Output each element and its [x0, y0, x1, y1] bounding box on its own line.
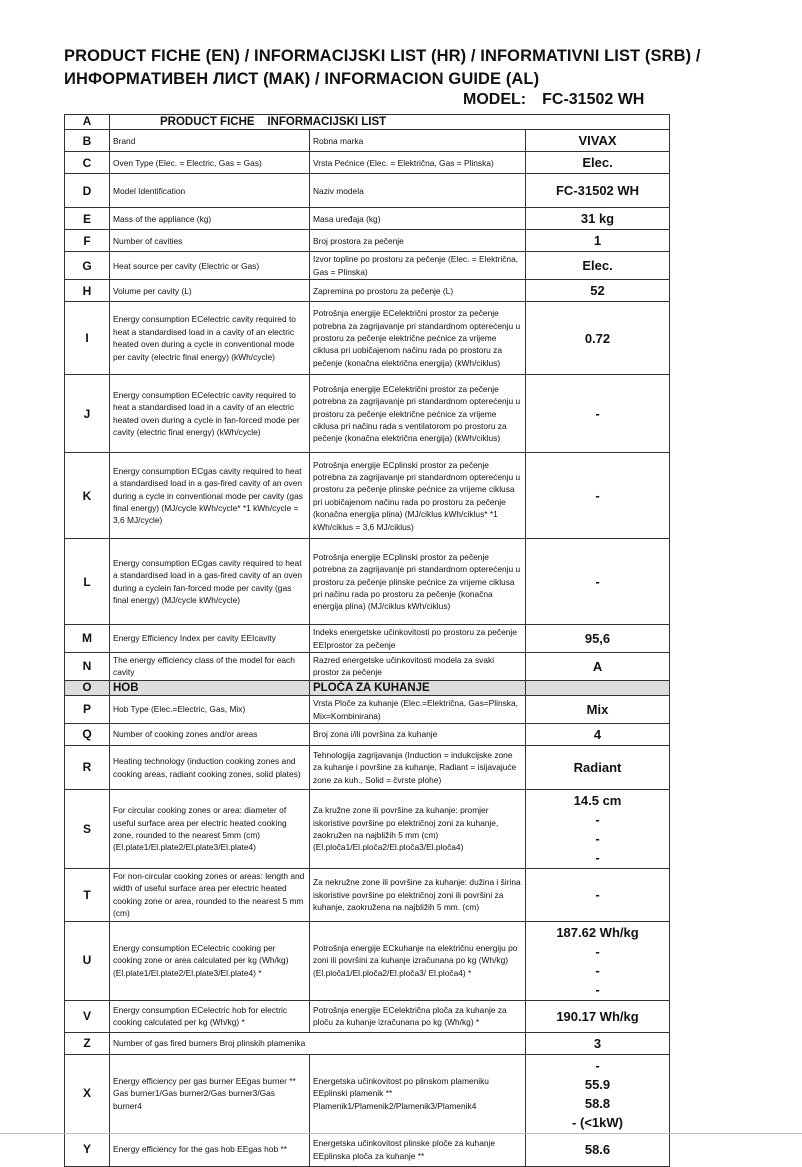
row-letter: P [65, 696, 110, 724]
row-value-line: - [595, 981, 600, 997]
row-label-en: Number of cavities [110, 230, 310, 252]
table-row [65, 252, 670, 280]
row-label-hr: Masa uređaja (kg) [310, 208, 526, 230]
row-label-hr: Potrošnja energije ECkuhanje na električnu energiju po zoni ili površini za kuhanje izračunana po kg (Wh/kg) (El.ploča1/El.ploča2/El.ploča3/ El.ploča4) * [310, 921, 526, 1000]
row-value [526, 696, 670, 724]
row-value-line: 3 [593, 1035, 602, 1051]
row-value-line: 52 [590, 283, 605, 299]
row-value-line: - [595, 887, 600, 903]
table-row [65, 869, 670, 922]
table-row [65, 1032, 670, 1054]
row-value-line: 4 [593, 727, 602, 743]
row-letter: I [65, 302, 110, 375]
table-row [65, 1133, 670, 1166]
row-value-line: 0.72 [584, 330, 611, 346]
row-label-en: Energy consumption ECelectric hob for electric cooking calculated per kg (Wh/kg) * [110, 1000, 310, 1032]
row-label-hr: Vrsta Ploče za kuhanje (Elec.=Električna, Gas=Plinska, Mix=Kombinirana) [310, 696, 526, 724]
row-value-line: 14.5 cm [573, 793, 622, 809]
section-label-en: HOB [110, 680, 310, 695]
row-value-line: - [595, 1057, 600, 1073]
row-value [526, 746, 670, 790]
row-label-hr: Tehnologija zagrijavanja (Induction = indukcijske zone za kuhanje i površine za kuhanje, Radiant = isijavajuće zone za kuh., Solid = čvrste plohe) [310, 746, 526, 790]
table-row [65, 208, 670, 230]
row-label-en: Energy consumption ECgas cavity required to heat a standardised load in a gas-fired cavity of an oven during a cyclein fan-forced mode per cavity (gas final energy) (MJ/cycle kWh/cycle) [110, 539, 310, 625]
table-row [65, 653, 670, 681]
model-label: MODEL: [463, 91, 527, 108]
row-value-line: - [595, 850, 600, 866]
row-value-line: - [595, 574, 600, 590]
table-row [65, 724, 670, 746]
table-row [65, 1054, 670, 1133]
row-letter: S [65, 790, 110, 869]
row-value-line: 1 [593, 233, 602, 249]
row-value-line: - [595, 943, 600, 959]
row-letter: H [65, 280, 110, 302]
product-fiche-table [64, 114, 670, 1167]
row-value [526, 230, 670, 252]
row-value [526, 921, 670, 1000]
row-value [526, 790, 670, 869]
row-label-hr: Energetska učinkovitost plinske ploče za kuhanje EEplinska ploča za kuhanje ** [310, 1133, 526, 1166]
row-value-line: - [595, 962, 600, 978]
row-value-line: 55.9 [584, 1076, 611, 1092]
row-letter: D [65, 174, 110, 208]
row-value [526, 1000, 670, 1032]
table-row [65, 790, 670, 869]
section-empty-cell [526, 680, 670, 695]
row-label-en: Mass of the appliance (kg) [110, 208, 310, 230]
row-value [526, 174, 670, 208]
row-letter: N [65, 653, 110, 681]
row-label-hr: Energetska učinkovitost po plinskom plameniku EEplinski plamenik ** Plamenik1/Plamenik2/Plamenik3/Plamenik4 [310, 1054, 526, 1133]
row-letter: C [65, 152, 110, 174]
header-row [65, 115, 670, 130]
table-row [65, 230, 670, 252]
row-value [526, 1032, 670, 1054]
row-value-line: - [595, 831, 600, 847]
row-label-hr: Potrošnja energije ECelektrični prostor za pečenje potrebna za zagrijavanje pri standardnom opterećenju u prostoru za pečenje električne pećnice za vrijeme ciklusa pri načinu rada s ventilatorom po prostoru za pečenje (konačna električna energija) (kWh/ciklus) [310, 375, 526, 453]
section-letter: O [65, 680, 110, 695]
row-label-en: Heating technology (induction cooking zones and cooking areas, radiant cooking zones, solid plates) [110, 746, 310, 790]
row-value [526, 252, 670, 280]
row-value [526, 453, 670, 539]
row-label-en: Energy consumption ECelectric cooking per cooking zone or area calculated per kg (Wh/kg) (El.plate1/El.plate2/El.plate3/El.plate4) * [110, 921, 310, 1000]
model-value: FC-31502 WH [542, 91, 645, 108]
row-letter: Q [65, 724, 110, 746]
row-value [526, 208, 670, 230]
row-letter: U [65, 921, 110, 1000]
row-value [526, 302, 670, 375]
row-value-line: 58.6 [584, 1142, 611, 1158]
table-row [65, 696, 670, 724]
row-label-en: For circular cooking zones or area: diameter of useful surface area per electric heated cooking zone, rounded to the nearest 5mm (cm) (El.plate1/El.plate2/El.plate3/El.plate4) [110, 790, 310, 869]
table-row [65, 280, 670, 302]
row-letter: R [65, 746, 110, 790]
header-cell [110, 115, 670, 130]
row-label-hr: Broj zona i/ili površina za kuhanje [310, 724, 526, 746]
row-value-line: Mix [586, 702, 609, 718]
title-line-2: ИНФОРМАТИВЕН ЛИСТ (МАК) / INFORMACION GUIDE (AL) [64, 70, 540, 88]
row-label-hr: Vrsta Pećnice (Elec. = Električna, Gas = Plinska) [310, 152, 526, 174]
row-value-line: 187.62 Wh/kg [556, 924, 639, 940]
row-label-en: Energy Efficiency Index per cavity EEIcavity [110, 625, 310, 653]
row-letter: T [65, 869, 110, 922]
row-label-hr: Zapremina po prostoru za pečenje (L) [310, 280, 526, 302]
row-value [526, 724, 670, 746]
row-value-line: FC-31502 WH [555, 183, 640, 199]
table-row [65, 1000, 670, 1032]
row-value-line: 31 kg [580, 211, 615, 227]
table-row [65, 625, 670, 653]
row-label-en: Oven Type (Elec. = Electric, Gas = Gas) [110, 152, 310, 174]
row-value [526, 539, 670, 625]
row-value [526, 869, 670, 922]
row-letter: X [65, 1054, 110, 1133]
row-value-line: Radiant [573, 760, 622, 776]
row-label-en: Number of gas fired burners Broj plinskih plamenika [110, 1032, 526, 1054]
table-row [65, 453, 670, 539]
row-letter: K [65, 453, 110, 539]
row-value [526, 1054, 670, 1133]
table-row [65, 921, 670, 1000]
row-value-line: - [595, 812, 600, 828]
row-label-hr: Potrošnja energije ECelektrični prostor za pečenje potrebna za zagrijavanje pri standardnom opterećenju u prostoru za pečenje električne pećnice za vrijeme ciklusa pri uobičajenom načinu rada po prostoru za pečenje (konačna električna energija) (kWh/ciklus) [310, 302, 526, 375]
row-letter: M [65, 625, 110, 653]
row-label-en: The energy efficiency class of the model for each cavity [110, 653, 310, 681]
row-label-en: Heat source per cavity (Electric or Gas) [110, 252, 310, 280]
row-label-hr: Potrošnja energije ECplinski prostor za pečenje potrebna za zagrijavanje pri standardnom opterećenju u prostoru za pečenje plinske pećnice za vrijeme ciklusa pri načinu rada po prostoru za pečenje (konačna energija plina) (MJ/ciklus kWh/ciklus) [310, 539, 526, 625]
row-value [526, 1133, 670, 1166]
row-label-hr: Potrošnja energije ECelektrična ploča za kuhanje za ploču za kuhanje izračunana po kg (Wh/kg) * [310, 1000, 526, 1032]
row-value-line: 95,6 [584, 631, 611, 647]
row-label-hr: Razred energetske učinkovitosti modela za svaki prostor za pečenje [310, 653, 526, 681]
row-label-en: Brand [110, 130, 310, 152]
row-value-line: - [595, 406, 600, 422]
row-label-en: Model Identification [110, 174, 310, 208]
row-value-line: Elec. [582, 258, 613, 274]
table-row [65, 746, 670, 790]
table-row [65, 152, 670, 174]
header-en: PRODUCT FICHE [160, 116, 255, 128]
row-letter: L [65, 539, 110, 625]
row-value [526, 375, 670, 453]
row-letter: V [65, 1000, 110, 1032]
row-label-en: For non-circular cooking zones or areas: length and width of useful surface area per electric heated cooking zone or area, rounded to the nearest 5 mm (cm) [110, 869, 310, 922]
row-label-hr: Indeks energetske učinkovitosti po prostoru za pečenje EEIprostor za pečenje [310, 625, 526, 653]
table-row [65, 539, 670, 625]
row-value-line: A [592, 658, 603, 674]
row-value [526, 130, 670, 152]
row-value-line: - [595, 488, 600, 504]
section-row-hob [65, 680, 670, 695]
row-value [526, 280, 670, 302]
row-label-hr: Potrošnja energije ECplinski prostor za pečenje potrebna za zagrijavanje pri standardnom opterećenju u prostoru za pečenje plinske pećnice za vrijeme ciklusa pri uobičajenom načinu rada po prostoru za pečenje (konačna energija plina) (MJ/ciklus kWh/ciklus* *1 kWh/ciklus = 3,6 MJ/ciklus) [310, 453, 526, 539]
row-label-en: Energy consumption ECelectric cavity required to heat a standardised load in a cavity of an electric heated oven during a cycle in fan-forced mode per cavity (electric final energy) (kWh/cycle) [110, 375, 310, 453]
row-label-en: Energy consumption ECgas cavity required to heat a standardised load in a gas-fired cavity of an oven during a cycle in conventional mode per cavity (gas final energy) (MJ/cycle kWh/cycle* *1 kWh/cycle = 3,6 MJ/cycle) [110, 453, 310, 539]
table-row [65, 302, 670, 375]
table-row [65, 375, 670, 453]
row-label-en: Volume per cavity (L) [110, 280, 310, 302]
model-heading [463, 91, 660, 109]
row-label-hr: Izvor topline po prostoru za pečenje (Elec. = Električna, Gas = Plinska) [310, 252, 526, 280]
row-letter: Z [65, 1032, 110, 1054]
page-title [64, 45, 764, 91]
title-line-1: PRODUCT FICHE (EN) / INFORMACIJSKI LIST (HR) / INFORMATIVNI LIST (SRB) / [64, 47, 701, 65]
row-value-line: VIVAX [578, 133, 617, 149]
header-hr: INFORMACIJSKI LIST [267, 116, 387, 128]
row-label-en: Energy consumption ECelectric cavity required to heat a standardised load in a cavity of an electric heated oven during a cycle in conventional mode per cavity (electric final energy) (kWh/cycle) [110, 302, 310, 375]
row-value-line: Elec. [582, 155, 613, 171]
table-row [65, 130, 670, 152]
row-value [526, 152, 670, 174]
row-label-hr: Za nekružne zone ili površine za kuhanje: dužina i širina iskoristive površine po električnoj zoni ili površini za kuhanje, zaokružena na najbližih 5 mm. (cm) [310, 869, 526, 922]
row-value [526, 625, 670, 653]
row-letter: J [65, 375, 110, 453]
row-letter: E [65, 208, 110, 230]
row-letter: A [65, 115, 110, 130]
row-value-line: 58.8 [584, 1095, 611, 1111]
row-label-en: Energy efficiency per gas burner EEgas burner ** Gas burner1/Gas burner2/Gas burner3/Gas burner4 [110, 1054, 310, 1133]
row-value [526, 653, 670, 681]
page-bottom-line [0, 1133, 802, 1134]
row-label-hr: Robna marka [310, 130, 526, 152]
row-label-hr: Za kružne zone ili površine za kuhanje: promjer iskoristive površine po električnoj zoni za kuhanje, zaokružen na najbližih 5 mm (cm) (El.ploča1/El.ploča2/El.ploča3/El.ploča4) [310, 790, 526, 869]
row-letter: F [65, 230, 110, 252]
row-value-line: 190.17 Wh/kg [556, 1008, 639, 1024]
row-letter: B [65, 130, 110, 152]
row-label-en: Number of cooking zones and/or areas [110, 724, 310, 746]
row-label-en: Energy efficiency for the gas hob EEgas hob ** [110, 1133, 310, 1166]
row-label-hr: Broj prostora za pečenje [310, 230, 526, 252]
row-value-line: - (<1kW) [572, 1114, 623, 1130]
row-letter: Y [65, 1133, 110, 1166]
row-letter: G [65, 252, 110, 280]
table-row [65, 174, 670, 208]
row-label-hr: Naziv modela [310, 174, 526, 208]
row-label-en: Hob Type (Elec.=Electric, Gas, Mix) [110, 696, 310, 724]
section-label-hr: PLOČA ZA KUHANJE [310, 680, 526, 695]
